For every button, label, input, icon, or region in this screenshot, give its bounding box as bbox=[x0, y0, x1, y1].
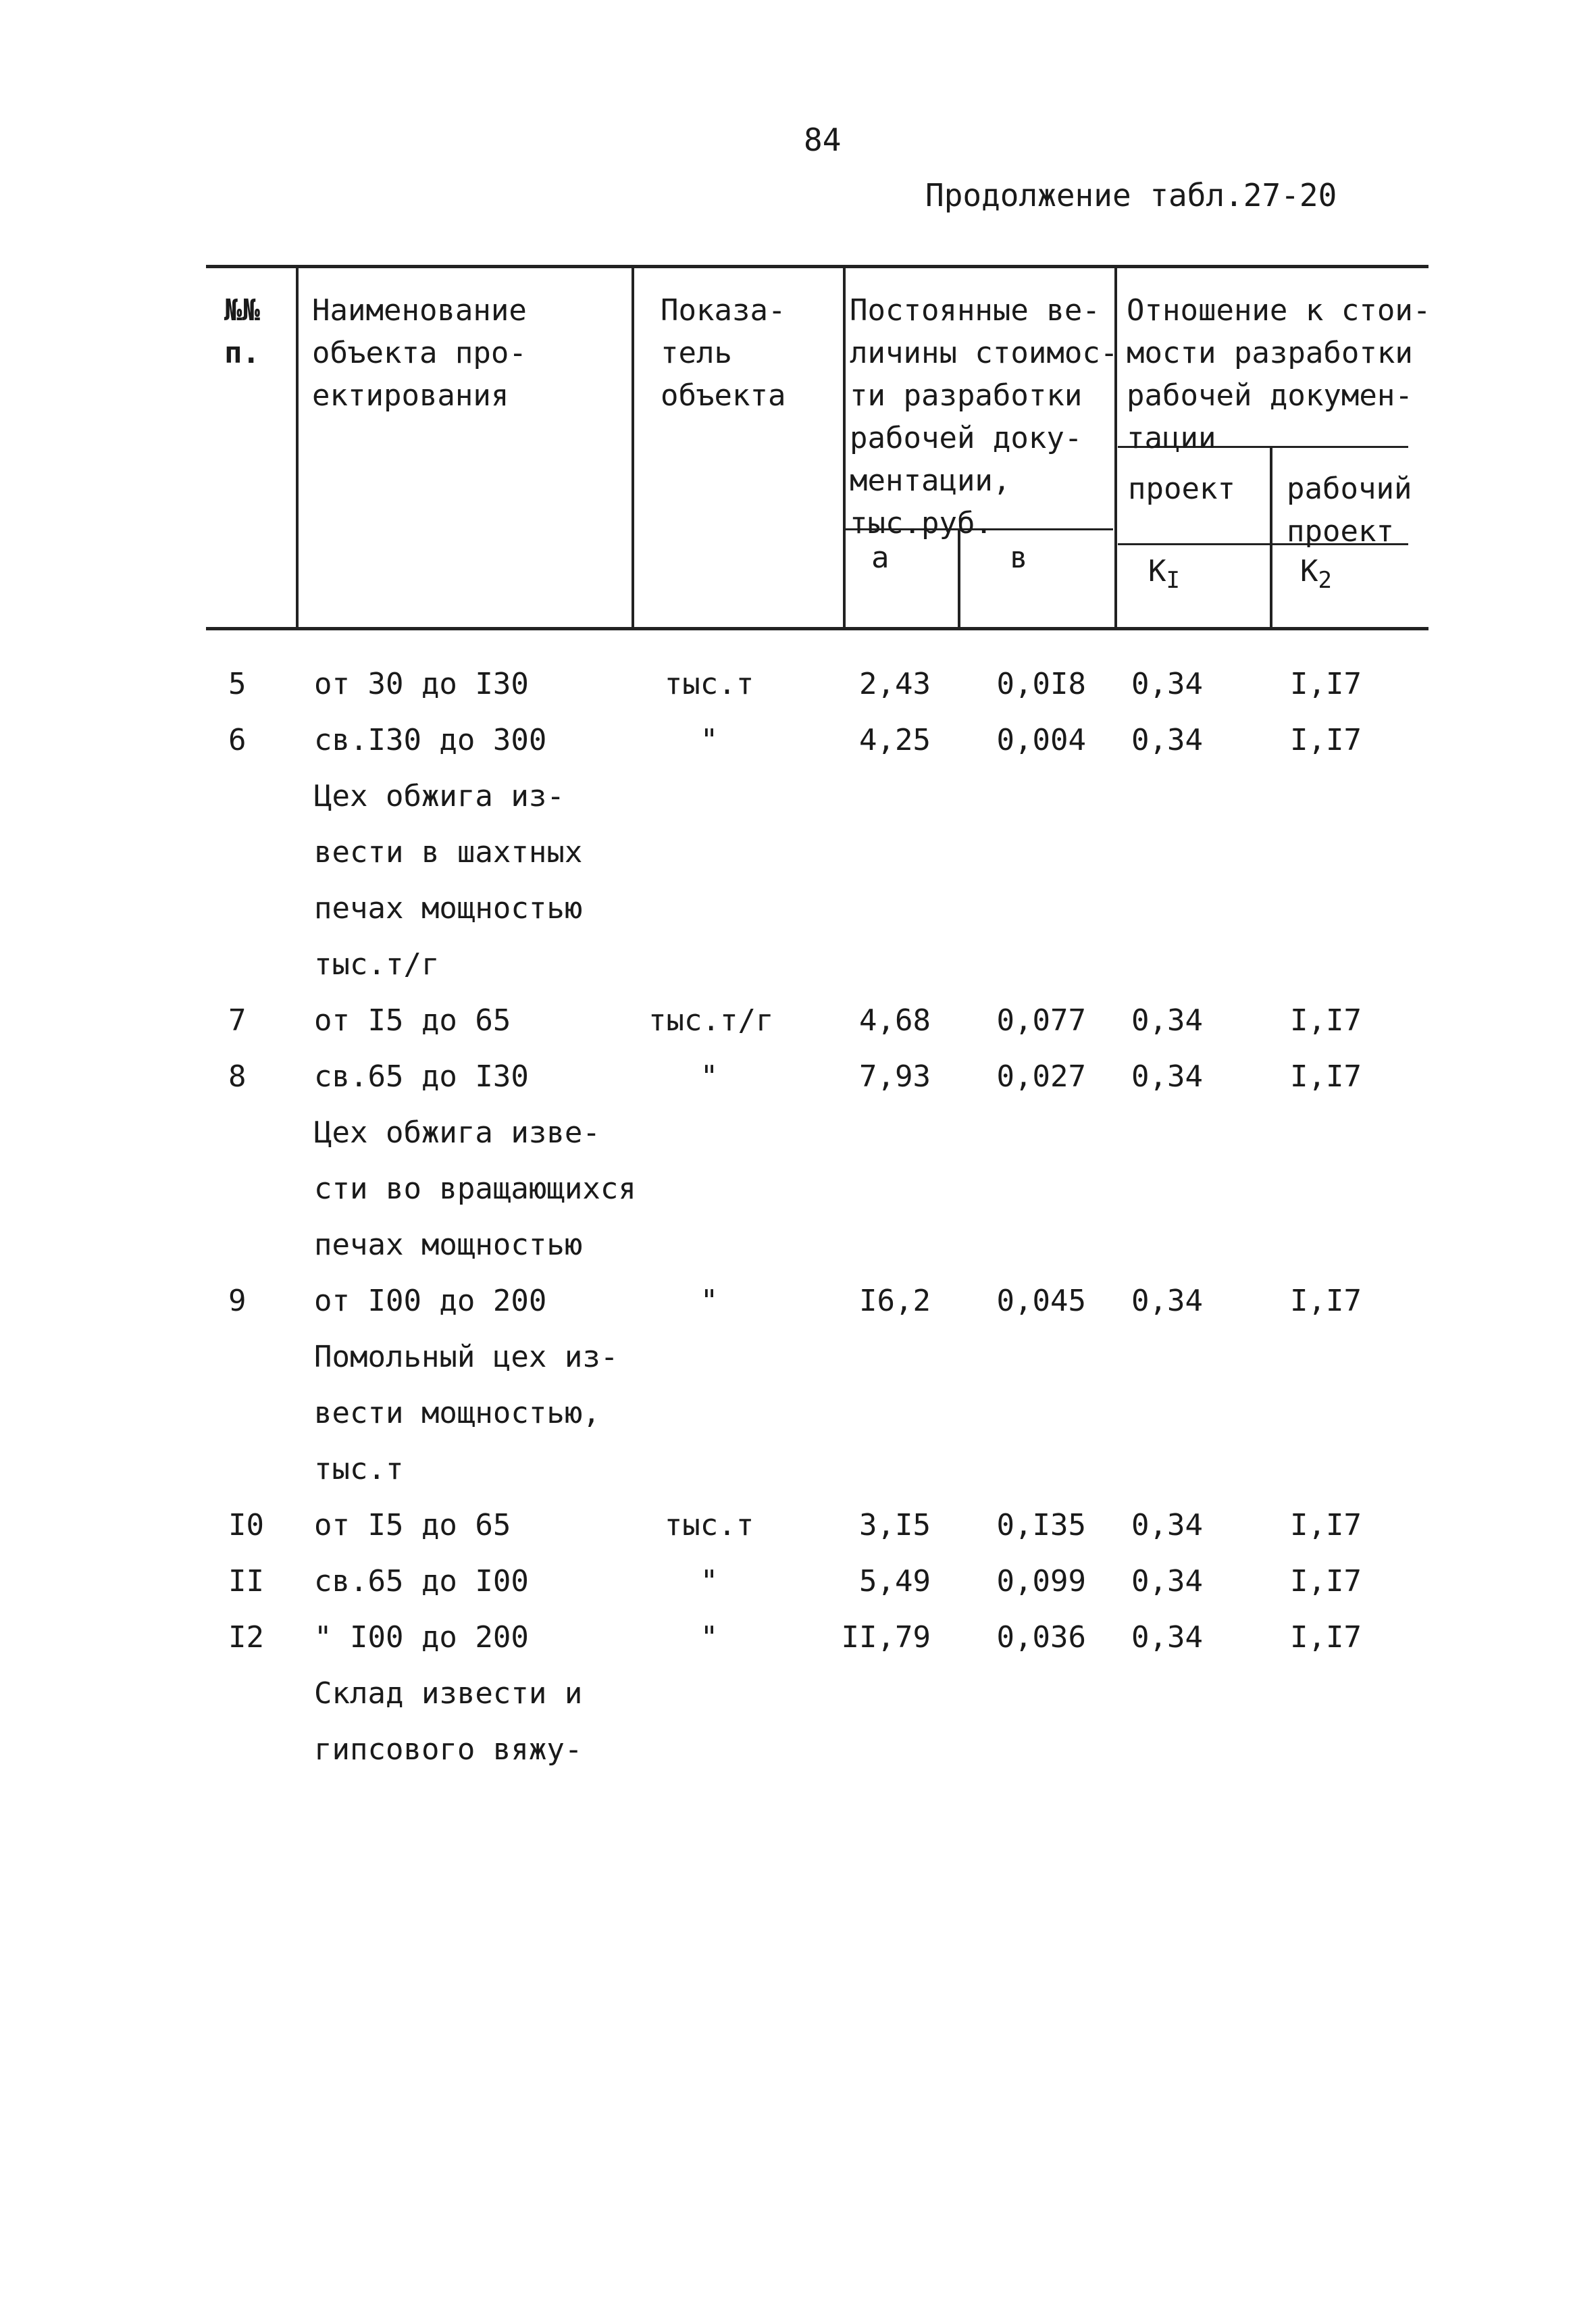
col-divider-3 bbox=[843, 265, 846, 630]
cell-k1: 0,34 bbox=[1131, 1508, 1203, 1542]
cell-object-name: св.65 до I30 bbox=[314, 1059, 529, 1094]
cell-object-name: вести мощностью, bbox=[314, 1396, 600, 1430]
table-continuation-caption: Продолжение табл.27-20 bbox=[925, 177, 1337, 213]
cell-b: 0,004 bbox=[996, 723, 1086, 757]
cell-a: II,79 bbox=[841, 1620, 931, 1655]
cell-object-name: от 30 до I30 bbox=[314, 667, 529, 701]
col-divider-2 bbox=[632, 265, 634, 630]
cell-indicator: " bbox=[700, 1620, 719, 1655]
cell-k2: I,I7 bbox=[1290, 1508, 1362, 1542]
cell-k2: I,I7 bbox=[1290, 1003, 1362, 1038]
cell-object-name: тыс.т bbox=[314, 1452, 404, 1486]
cell-k2: I,I7 bbox=[1290, 1059, 1362, 1094]
header-indicator: Показа- тель объекта bbox=[661, 293, 786, 413]
cell-b: 0,036 bbox=[996, 1620, 1086, 1655]
cell-number: 9 bbox=[228, 1284, 247, 1318]
cell-a: 5,49 bbox=[859, 1564, 931, 1599]
header-bottom-rule bbox=[206, 627, 1428, 630]
cell-object-name: Цех обжига из- bbox=[314, 779, 565, 813]
cell-indicator: " bbox=[700, 1059, 719, 1094]
cell-k1: 0,34 bbox=[1131, 1059, 1203, 1094]
cell-a: 4,25 bbox=[859, 723, 931, 757]
cell-k2: I,I7 bbox=[1290, 1564, 1362, 1599]
cell-a: 2,43 bbox=[859, 667, 931, 701]
cell-k2: I,I7 bbox=[1290, 667, 1362, 701]
cell-indicator: тыс.т/г bbox=[648, 1003, 774, 1038]
cell-object-name: Помольный цех из- bbox=[314, 1340, 619, 1374]
cell-k2: I,I7 bbox=[1290, 723, 1362, 757]
cell-k1: 0,34 bbox=[1131, 1564, 1203, 1599]
header-cost-ratio: Отношение к стои- мости разработки рабочей докумен- тации bbox=[1127, 293, 1431, 455]
cell-indicator: " bbox=[700, 1564, 719, 1599]
cell-object-name: св.65 до I00 bbox=[314, 1564, 529, 1599]
cell-number: 5 bbox=[228, 667, 247, 701]
cell-b: 0,0I8 bbox=[996, 667, 1086, 701]
col-divider-1 bbox=[296, 265, 299, 630]
header-project: проект bbox=[1128, 472, 1235, 506]
cell-k1: 0,34 bbox=[1131, 667, 1203, 701]
cell-k1: 0,34 bbox=[1131, 1284, 1203, 1318]
cell-object-name: вести в шахтных bbox=[314, 835, 583, 870]
cell-k2: I,I7 bbox=[1290, 1620, 1362, 1655]
cell-number: I0 bbox=[228, 1508, 264, 1542]
header-constant-values: Постоянные ве- личины стоимос- ти разработки рабочей доку- ментации, тыс.руб. bbox=[850, 293, 1118, 540]
cell-number: 7 bbox=[228, 1003, 247, 1038]
cell-object-name: от I5 до 65 bbox=[314, 1508, 511, 1542]
cell-object-name: от I00 до 200 bbox=[314, 1284, 547, 1318]
cell-number: 8 bbox=[228, 1059, 247, 1094]
cell-object-name: " I00 до 200 bbox=[314, 1620, 529, 1655]
cell-a: 3,I5 bbox=[859, 1508, 931, 1542]
cell-a: I6,2 bbox=[859, 1284, 931, 1318]
cell-object-name: тыс.т/г bbox=[314, 947, 440, 982]
cell-b: 0,045 bbox=[996, 1284, 1086, 1318]
cell-b: 0,077 bbox=[996, 1003, 1086, 1038]
cell-indicator: " bbox=[700, 1284, 719, 1318]
cell-object-name: сти во вращающихся bbox=[314, 1172, 636, 1206]
cell-object-name: печах мощностью bbox=[314, 1228, 583, 1262]
header-a: а bbox=[871, 540, 890, 575]
cell-k1: 0,34 bbox=[1131, 1003, 1203, 1038]
cell-a: 4,68 bbox=[859, 1003, 931, 1038]
header-number: №№ п. bbox=[224, 293, 260, 370]
cell-b: 0,099 bbox=[996, 1564, 1086, 1599]
cell-k1: 0,34 bbox=[1131, 1620, 1203, 1655]
cell-a: 7,93 bbox=[859, 1059, 931, 1094]
cell-object-name: печах мощностью bbox=[314, 891, 583, 926]
cell-indicator: тыс.т bbox=[664, 667, 754, 701]
cell-number: I2 bbox=[228, 1620, 264, 1655]
cell-number: 6 bbox=[228, 723, 247, 757]
cell-object-name: гипсового вяжу- bbox=[314, 1732, 583, 1767]
header-k2: $К_2$ bbox=[1300, 554, 1332, 594]
cell-object-name: Цех обжига изве- bbox=[314, 1115, 600, 1150]
header-object-name: Наименование объекта про- ектирования bbox=[312, 293, 527, 413]
cell-object-name: св.I30 до 300 bbox=[314, 723, 547, 757]
cell-object-name: Склад извести и bbox=[314, 1676, 583, 1711]
page-number: 84 bbox=[804, 122, 842, 158]
cell-k1: 0,34 bbox=[1131, 723, 1203, 757]
cell-b: 0,027 bbox=[996, 1059, 1086, 1094]
col-divider-ab bbox=[958, 530, 960, 630]
cell-b: 0,I35 bbox=[996, 1508, 1086, 1542]
cell-object-name: от I5 до 65 bbox=[314, 1003, 511, 1038]
cell-k2: I,I7 bbox=[1290, 1284, 1362, 1318]
cell-indicator: тыс.т bbox=[664, 1508, 754, 1542]
cell-indicator: " bbox=[700, 723, 719, 757]
table-top-rule bbox=[206, 265, 1428, 268]
col-divider-k bbox=[1270, 447, 1272, 630]
header-b: в bbox=[1010, 540, 1028, 575]
header-working-project: рабочий проект bbox=[1287, 472, 1412, 549]
header-k1: $К_I$ bbox=[1148, 554, 1180, 594]
cell-number: II bbox=[228, 1564, 264, 1599]
